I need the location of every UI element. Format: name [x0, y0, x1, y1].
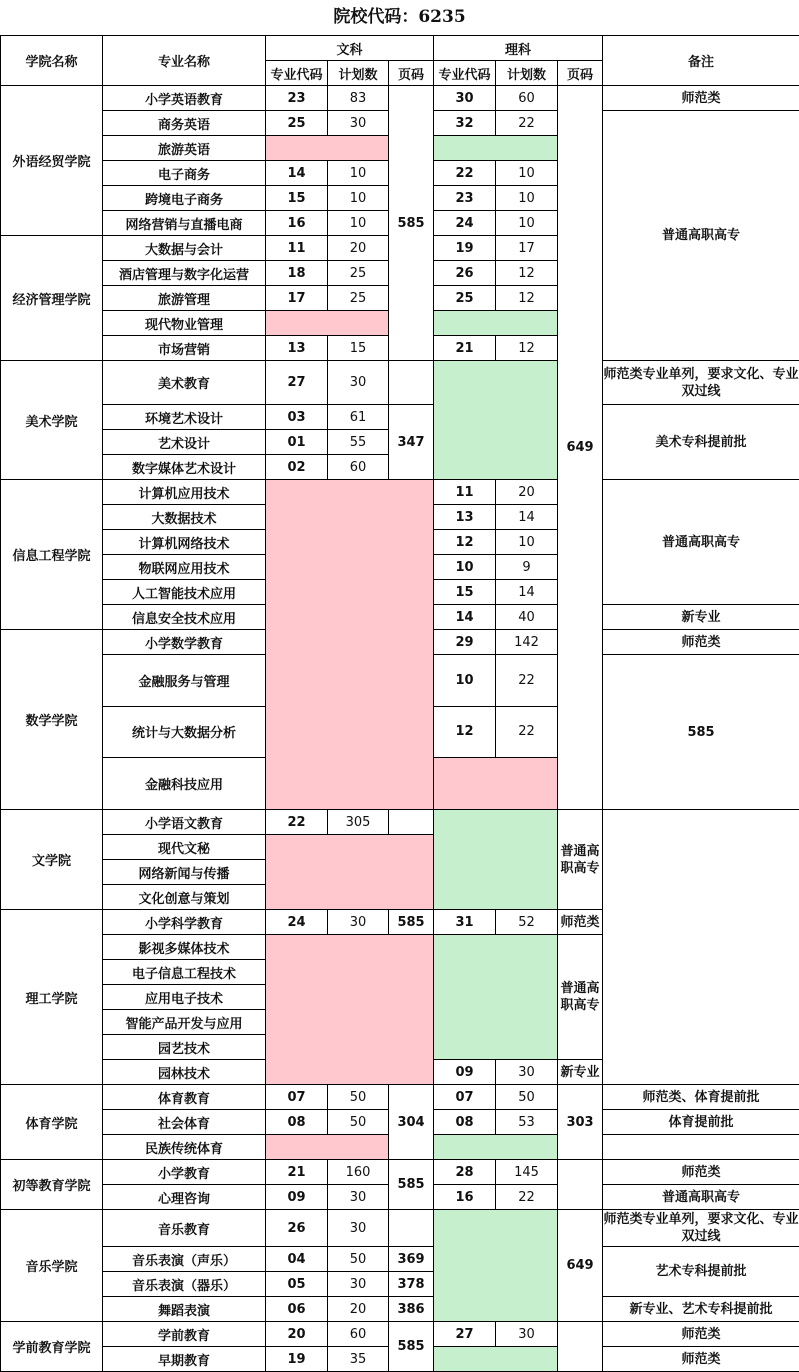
wen-code: 07 — [266, 1085, 328, 1110]
major-name: 现代物业管理 — [103, 311, 266, 336]
major-name: 大数据与会计 — [103, 236, 266, 261]
li-code: 32 — [434, 111, 496, 136]
header-li-code: 专业代码 — [434, 61, 496, 86]
li-plan: 40 — [496, 605, 558, 630]
li-plan: 22 — [496, 111, 558, 136]
li-code: 24 — [434, 211, 496, 236]
wen-code: 06 — [266, 1297, 328, 1322]
major-name: 酒店管理与数字化运营 — [103, 261, 266, 286]
major-name: 园艺技术 — [103, 1035, 266, 1060]
major-name: 小学科学教育 — [103, 910, 266, 935]
empty-cell — [389, 1210, 434, 1247]
page-number: 649 — [558, 1210, 603, 1322]
li-plan: 14 — [496, 580, 558, 605]
page-number: 585 — [389, 1322, 434, 1372]
wen-plan: 20 — [328, 1297, 389, 1322]
empty-cell — [434, 810, 558, 910]
li-code: 11 — [434, 480, 496, 505]
major-name: 数字媒体艺术设计 — [103, 455, 266, 480]
wen-plan: 50 — [328, 1247, 389, 1272]
remark-cell: 师范类 — [603, 86, 799, 111]
li-code: 14 — [434, 605, 496, 630]
remark-cell: 新专业、艺术专科提前批 — [603, 1297, 799, 1322]
wen-plan: 30 — [328, 1185, 389, 1210]
empty-cell — [266, 311, 389, 336]
wen-plan: 305 — [328, 810, 389, 835]
empty-cell — [434, 361, 558, 480]
li-code: 09 — [434, 1060, 496, 1085]
remark-cell: 师范类专业单列，要求文化、专业双过线 — [603, 1210, 799, 1247]
li-plan: 142 — [496, 630, 558, 655]
header-wen-plan: 计划数 — [328, 61, 389, 86]
li-code: 07 — [434, 1085, 496, 1110]
remark-cell: 普通高职高专 — [603, 111, 799, 361]
wen-plan: 25 — [328, 261, 389, 286]
li-plan: 53 — [496, 1110, 558, 1135]
remark-cell: 师范类、体育提前批 — [603, 1085, 799, 1110]
wen-plan: 30 — [328, 1210, 389, 1247]
li-plan: 20 — [496, 480, 558, 505]
li-code: 19 — [434, 236, 496, 261]
remark-cell: 普通高职高专 — [603, 480, 799, 605]
wen-code: 27 — [266, 361, 328, 405]
major-name: 跨境电子商务 — [103, 186, 266, 211]
header-wen-code: 专业代码 — [266, 61, 328, 86]
page-number: 585 — [389, 86, 434, 361]
li-code: 21 — [434, 336, 496, 361]
li-code: 08 — [434, 1110, 496, 1135]
li-plan: 10 — [496, 161, 558, 186]
wen-code: 18 — [266, 261, 328, 286]
major-name: 计算机应用技术 — [103, 480, 266, 505]
wen-code: 14 — [266, 161, 328, 186]
wen-code: 12 — [434, 706, 496, 758]
admission-table — [0, 35, 799, 1372]
remark-cell: 师范类 — [558, 910, 603, 935]
major-name: 民族传统体育 — [103, 1135, 266, 1160]
college-name: 学前教育学院 — [1, 1322, 103, 1372]
wen-plan: 60 — [328, 1322, 389, 1347]
major-name: 心理咨询 — [103, 1185, 266, 1210]
header-college: 学院名称 — [1, 36, 103, 86]
wen-code: 03 — [266, 405, 328, 430]
table-row — [1, 405, 799, 430]
wen-plan: 50 — [328, 1110, 389, 1135]
major-name: 艺术设计 — [103, 430, 266, 455]
wen-code: 23 — [266, 86, 328, 111]
page-number: 347 — [389, 405, 434, 480]
college-name: 文学院 — [1, 810, 103, 910]
li-code: 10 — [434, 555, 496, 580]
page-number: 386 — [389, 1297, 434, 1322]
remark-cell: 师范类 — [603, 1347, 799, 1372]
table-row — [1, 1160, 799, 1185]
table-row — [1, 480, 799, 505]
table-row — [1, 835, 799, 860]
wen-plan: 20 — [328, 236, 389, 261]
empty-cell — [434, 758, 558, 810]
table-row — [1, 1210, 799, 1247]
li-code: 28 — [434, 1160, 496, 1185]
page-number: 369 — [389, 1247, 434, 1272]
college-name: 体育学院 — [1, 1085, 103, 1160]
table-row — [1, 910, 799, 935]
major-name: 小学英语教育 — [103, 86, 266, 111]
major-name: 网络营销与直播电商 — [103, 211, 266, 236]
empty-cell — [266, 835, 434, 910]
li-plan: 14 — [496, 505, 558, 530]
wen-code: 16 — [266, 211, 328, 236]
wen-plan: 30 — [328, 361, 389, 405]
major-name: 旅游管理 — [103, 286, 266, 311]
empty-cell — [266, 1135, 389, 1160]
wen-code: 24 — [266, 910, 328, 935]
major-name: 应用电子技术 — [103, 985, 266, 1010]
table-row — [1, 810, 799, 835]
page-number: 585 — [389, 910, 434, 935]
empty-cell — [434, 136, 558, 161]
li-plan: 10 — [496, 186, 558, 211]
empty-cell — [434, 1135, 558, 1160]
wen-plan: 60 — [328, 455, 389, 480]
wen-code: 21 — [266, 1160, 328, 1185]
empty-cell — [434, 1210, 558, 1322]
wen-plan: 10 — [328, 186, 389, 211]
wen-plan: 55 — [328, 430, 389, 455]
major-name: 音乐表演（器乐） — [103, 1272, 266, 1297]
li-plan: 30 — [496, 1060, 558, 1085]
page-number: 304 — [389, 1085, 434, 1160]
wen-code: 20 — [266, 1322, 328, 1347]
major-name: 小学数学教育 — [103, 630, 266, 655]
wen-plan: 22 — [496, 655, 558, 707]
remark-cell: 新专业 — [603, 605, 799, 630]
major-name: 早期教育 — [103, 1347, 266, 1372]
table-row — [1, 1322, 799, 1347]
table-row — [1, 1247, 799, 1272]
remark-cell: 体育提前批 — [603, 1110, 799, 1135]
wen-plan: 10 — [328, 211, 389, 236]
empty-cell — [389, 361, 434, 405]
li-plan: 145 — [496, 1160, 558, 1185]
li-plan: 30 — [496, 1322, 558, 1347]
wen-plan: 15 — [328, 336, 389, 361]
major-name: 电子商务 — [103, 161, 266, 186]
wen-plan: 160 — [328, 1160, 389, 1185]
major-name: 小学教育 — [103, 1160, 266, 1185]
wen-plan: 25 — [328, 286, 389, 311]
remark-cell: 新专业 — [558, 1060, 603, 1085]
wen-code: 10 — [434, 655, 496, 707]
major-name: 物联网应用技术 — [103, 555, 266, 580]
empty-cell — [558, 1160, 603, 1210]
remark-cell: 普通高职高专 — [558, 935, 603, 1060]
page-number: 585 — [389, 1160, 434, 1210]
header-like: 理科 — [434, 36, 603, 61]
major-name: 现代文秘 — [103, 835, 266, 860]
li-code: 13 — [434, 505, 496, 530]
li-code: 26 — [434, 261, 496, 286]
empty-cell — [266, 935, 434, 1085]
header-wenke: 文科 — [266, 36, 434, 61]
page-number: 649 — [558, 86, 603, 810]
college-name: 经济管理学院 — [1, 236, 103, 361]
major-name: 金融服务与管理 — [103, 655, 266, 707]
major-name: 学前教育 — [103, 1322, 266, 1347]
page-number: 378 — [389, 1272, 434, 1297]
major-name: 金融科技应用 — [103, 758, 266, 810]
major-name: 环境艺术设计 — [103, 405, 266, 430]
college-name: 外语经贸学院 — [1, 86, 103, 236]
major-name: 商务英语 — [103, 111, 266, 136]
major-name: 音乐表演（声乐） — [103, 1247, 266, 1272]
wen-plan: 35 — [328, 1347, 389, 1372]
wen-code: 17 — [266, 286, 328, 311]
table-row — [1, 361, 799, 405]
major-name: 信息安全技术应用 — [103, 605, 266, 630]
empty-cell — [266, 136, 389, 161]
li-code: 31 — [434, 910, 496, 935]
remark-cell: 艺术专科提前批 — [603, 1247, 799, 1297]
li-plan: 12 — [496, 261, 558, 286]
wen-code: 22 — [266, 810, 328, 835]
remark-cell: 师范类 — [603, 1322, 799, 1347]
major-name: 人工智能技术应用 — [103, 580, 266, 605]
remark-cell: 美术专科提前批 — [603, 405, 799, 480]
wen-code: 01 — [266, 430, 328, 455]
page-number: 303 — [558, 1085, 603, 1160]
remark-cell: 师范类专业单列，要求文化、专业双过线 — [603, 361, 799, 405]
li-plan: 60 — [496, 86, 558, 111]
major-name: 园林技术 — [103, 1060, 266, 1085]
header-remark: 备注 — [603, 36, 799, 86]
li-plan: 9 — [496, 555, 558, 580]
li-plan: 12 — [496, 286, 558, 311]
header-major: 专业名称 — [103, 36, 266, 86]
li-code: 30 — [434, 86, 496, 111]
li-code: 15 — [434, 580, 496, 605]
major-name: 大数据技术 — [103, 505, 266, 530]
empty-cell — [434, 311, 558, 336]
wen-code: 09 — [266, 1185, 328, 1210]
empty-cell — [389, 810, 434, 835]
major-name: 音乐教育 — [103, 1210, 266, 1247]
empty-cell — [434, 1347, 558, 1372]
college-name: 理工学院 — [1, 910, 103, 1085]
major-name: 体育教育 — [103, 1085, 266, 1110]
wen-code: 25 — [266, 111, 328, 136]
wen-plan: 10 — [328, 161, 389, 186]
major-name: 统计与大数据分析 — [103, 706, 266, 758]
remark-cell: 普通高职高专 — [558, 810, 603, 910]
empty-cell — [558, 1322, 603, 1372]
wen-plan: 50 — [328, 1085, 389, 1110]
wen-code: 15 — [266, 186, 328, 211]
li-plan: 10 — [496, 530, 558, 555]
header-li-plan: 计划数 — [496, 61, 558, 86]
remark-cell: 师范类 — [603, 1160, 799, 1185]
header-wen-page: 页码 — [389, 61, 434, 86]
wen-plan: 83 — [328, 86, 389, 111]
wen-code: 08 — [266, 1110, 328, 1135]
li-plan: 50 — [496, 1085, 558, 1110]
remark-cell: 师范类 — [603, 630, 799, 655]
wen-code: 11 — [266, 236, 328, 261]
li-plan: 17 — [496, 236, 558, 261]
major-name: 电子信息工程技术 — [103, 960, 266, 985]
page-title: 院校代码：6235 — [0, 0, 799, 35]
li-code: 23 — [434, 186, 496, 211]
table-row — [1, 1297, 799, 1322]
table-row — [1, 1085, 799, 1110]
major-name: 社会体育 — [103, 1110, 266, 1135]
college-name: 音乐学院 — [1, 1210, 103, 1322]
major-name: 市场营销 — [103, 336, 266, 361]
major-name: 智能产品开发与应用 — [103, 1010, 266, 1035]
wen-plan: 22 — [496, 706, 558, 758]
li-code: 25 — [434, 286, 496, 311]
major-name: 计算机网络技术 — [103, 530, 266, 555]
li-plan: 52 — [496, 910, 558, 935]
wen-code: 13 — [266, 336, 328, 361]
li-plan: 10 — [496, 211, 558, 236]
college-name: 信息工程学院 — [1, 480, 103, 630]
wen-code: 26 — [266, 1210, 328, 1247]
li-code: 27 — [434, 1322, 496, 1347]
major-name: 旅游英语 — [103, 136, 266, 161]
table-row — [1, 935, 799, 960]
li-plan: 22 — [496, 1185, 558, 1210]
wen-plan: 61 — [328, 405, 389, 430]
empty-cell — [434, 935, 558, 1060]
page-number: 585 — [603, 655, 799, 810]
wen-code: 04 — [266, 1247, 328, 1272]
wen-code: 02 — [266, 455, 328, 480]
major-name: 影视多媒体技术 — [103, 935, 266, 960]
li-code: 12 — [434, 530, 496, 555]
li-code: 22 — [434, 161, 496, 186]
major-name: 网络新闻与传播 — [103, 860, 266, 885]
major-name: 舞蹈表演 — [103, 1297, 266, 1322]
empty-cell — [603, 1135, 799, 1160]
wen-plan: 30 — [328, 910, 389, 935]
wen-code: 19 — [266, 1347, 328, 1372]
wen-plan: 30 — [328, 111, 389, 136]
header-li-page: 页码 — [558, 61, 603, 86]
li-code: 16 — [434, 1185, 496, 1210]
li-code: 29 — [434, 630, 496, 655]
college-name: 初等教育学院 — [1, 1160, 103, 1210]
table-row — [1, 86, 799, 111]
wen-plan: 30 — [328, 1272, 389, 1297]
remark-cell: 普通高职高专 — [603, 1185, 799, 1210]
wen-code: 05 — [266, 1272, 328, 1297]
college-name: 美术学院 — [1, 361, 103, 480]
major-name: 小学语文教育 — [103, 810, 266, 835]
major-name: 美术教育 — [103, 361, 266, 405]
empty-cell — [266, 480, 434, 810]
li-plan: 12 — [496, 336, 558, 361]
college-name: 数学学院 — [1, 630, 103, 810]
major-name: 文化创意与策划 — [103, 885, 266, 910]
